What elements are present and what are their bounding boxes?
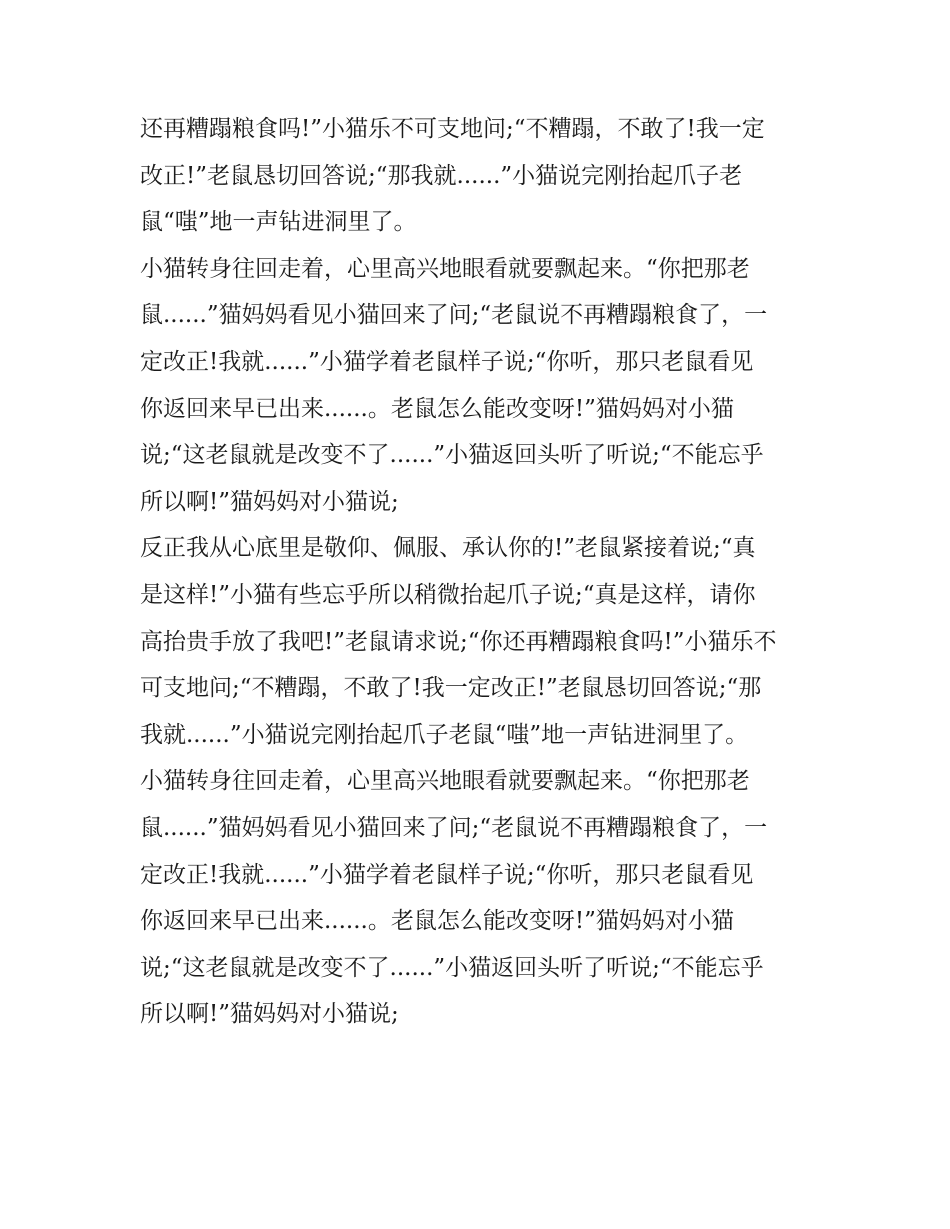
text-line: 小猫转身往回走着，心里高兴地眼看就要飘起来。“你把那老 [140, 768, 750, 795]
text-line: 改正!”老鼠恳切回答说;“那我就......”小猫说完刚抬起爪子老 [140, 162, 743, 189]
text-line: 可支地问;“不糟蹋，不敢了!我一定改正!”老鼠恳切回答说;“那 [140, 675, 762, 702]
text-line: 鼠“嗤”地一声钻进洞里了。 [140, 209, 417, 236]
text-line: 你返回来早已出来......。老鼠怎么能改变呀!”猫妈妈对小猫 [140, 395, 734, 422]
text-line: 定改正!我就......”小猫学着老鼠样子说;“你听，那只老鼠看见 [140, 861, 754, 888]
text-line: 是这样!”小猫有些忘乎所以稍微抬起爪子说;“真是这样，请你 [140, 581, 756, 608]
text-line: 说;“这老鼠就是改变不了......”小猫返回头听了听说;“不能忘乎 [140, 954, 764, 981]
text-line: 鼠......”猫妈妈看见小猫回来了问;“老鼠说不再糟蹋粮食了，一 [140, 302, 768, 329]
text-line: 你返回来早已出来......。老鼠怎么能改变呀!”猫妈妈对小猫 [140, 908, 734, 935]
text-line: 高抬贵手放了我吧!”老鼠请求说;“你还再糟蹋粮食吗!”小猫乐不 [140, 628, 777, 655]
text-line: 反正我从心底里是敬仰、佩服、承认你的!”老鼠紧接着说;“真 [140, 535, 756, 562]
text-line: 鼠......”猫妈妈看见小猫回来了问;“老鼠说不再糟蹋粮食了，一 [140, 814, 768, 841]
text-line: 我就......”小猫说完刚抬起爪子老鼠“嗤”地一声钻进洞里了。 [140, 721, 749, 748]
text-line: 小猫转身往回走着，心里高兴地眼看就要飘起来。“你把那老 [140, 255, 750, 282]
text-line: 定改正!我就......”小猫学着老鼠样子说;“你听，那只老鼠看见 [140, 348, 754, 375]
text-line: 还再糟蹋粮食吗!”小猫乐不可支地问;“不糟蹋，不敢了!我一定 [140, 116, 765, 142]
story-text [140, 106, 816, 1038]
text-line: 所以啊!”猫妈妈对小猫说; [140, 488, 399, 515]
text-line: 说;“这老鼠就是改变不了......”小猫返回头听了听说;“不能忘乎 [140, 442, 764, 469]
text-line: 所以啊!”猫妈妈对小猫说; [140, 1001, 399, 1028]
